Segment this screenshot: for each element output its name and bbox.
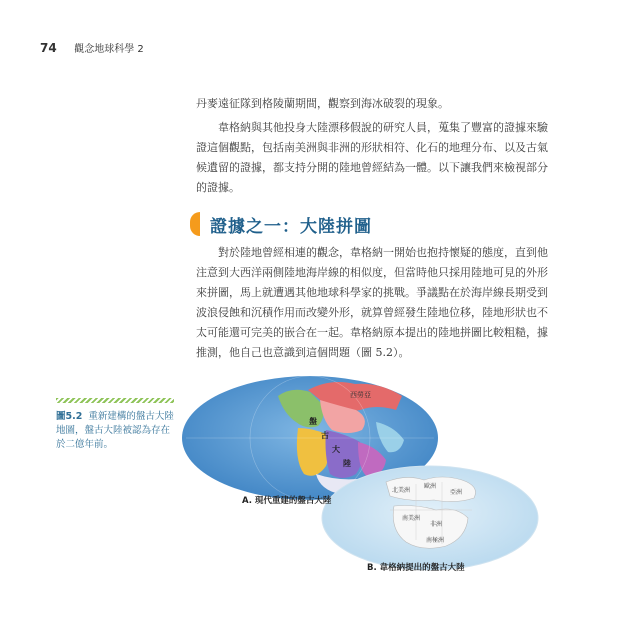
map-b-label-south-america: 南美洲 bbox=[402, 515, 421, 522]
map-b-label-asia: 亞洲 bbox=[450, 489, 463, 496]
section-heading bbox=[196, 210, 372, 238]
map-b-label-europe: 歐洲 bbox=[424, 483, 437, 490]
section-title: 證據之一：大陸拼圖 bbox=[210, 216, 372, 237]
map-b-label-north-america: 北美洲 bbox=[392, 487, 411, 494]
map-a-label-pan-3: 大 bbox=[332, 445, 340, 454]
map-b-label: B. 韋格納提出的盤古大陸 bbox=[367, 563, 465, 573]
figure-pangaea-maps bbox=[180, 370, 600, 585]
map-b bbox=[322, 466, 538, 570]
section-accent-bar bbox=[190, 212, 200, 236]
map-a-label-pan-4: 陸 bbox=[343, 459, 351, 468]
map-a-label: A. 現代重建的盤古大陸 bbox=[242, 496, 332, 506]
caption-stripe bbox=[56, 398, 174, 403]
paragraph-evidence: 韋格納與其他投身大陸漂移假說的研究人員，蒐集了豐富的證據來驗證這個觀點，包括南美洲與非洲的形狀相符、化石的地理分布、以及古氣候遺留的證據，都支持分開的陸地曾經結為一體。以下讓我們來檢視部分的證據。 bbox=[196, 121, 548, 194]
paragraph-intro: 丹麥遠征隊到格陵蘭期間，觀察到海冰破裂的現象。 bbox=[196, 97, 449, 110]
book-title: 觀念地球科學 2 bbox=[74, 44, 144, 55]
map-b-label-africa: 非洲 bbox=[430, 521, 443, 528]
caption-text: 重新建構的盤古大陸地圖，盤古大陸被認為存在於二億年前。 bbox=[56, 411, 174, 450]
figure-number: 圖5.2 bbox=[56, 411, 83, 422]
pangaea-maps-illustration bbox=[180, 370, 600, 585]
page-header bbox=[40, 40, 144, 55]
map-a-label-laurasia: 西勞亞 bbox=[350, 391, 371, 399]
map-b-label-antarctica: 南極洲 bbox=[426, 537, 445, 544]
map-a-label-pan-2: 古 bbox=[321, 431, 329, 440]
map-a-label-pan-1: 盤 bbox=[309, 417, 317, 426]
page-number: 74 bbox=[40, 41, 57, 55]
paragraph-puzzle: 對於陸地曾經相連的觀念，韋格納一開始也抱持懷疑的態度，直到他注意到大西洋兩側陸地海岸線的相似度，但當時他只採用陸地可見的外形來拼圖，馬上就遭遇其他地球科學家的挑戰。爭議點在於海岸線長期受到波浪侵蝕和沉積作用而改變外形，就算曾經發生陸地位移，陸地形狀也不太可能還可完美的嵌合在一起。韋格納原本提出的陸地拼圖比較粗糙，據推測，他自己也意識到這個問題（圖 5.2）。 bbox=[196, 246, 548, 359]
figure-caption bbox=[56, 410, 178, 452]
